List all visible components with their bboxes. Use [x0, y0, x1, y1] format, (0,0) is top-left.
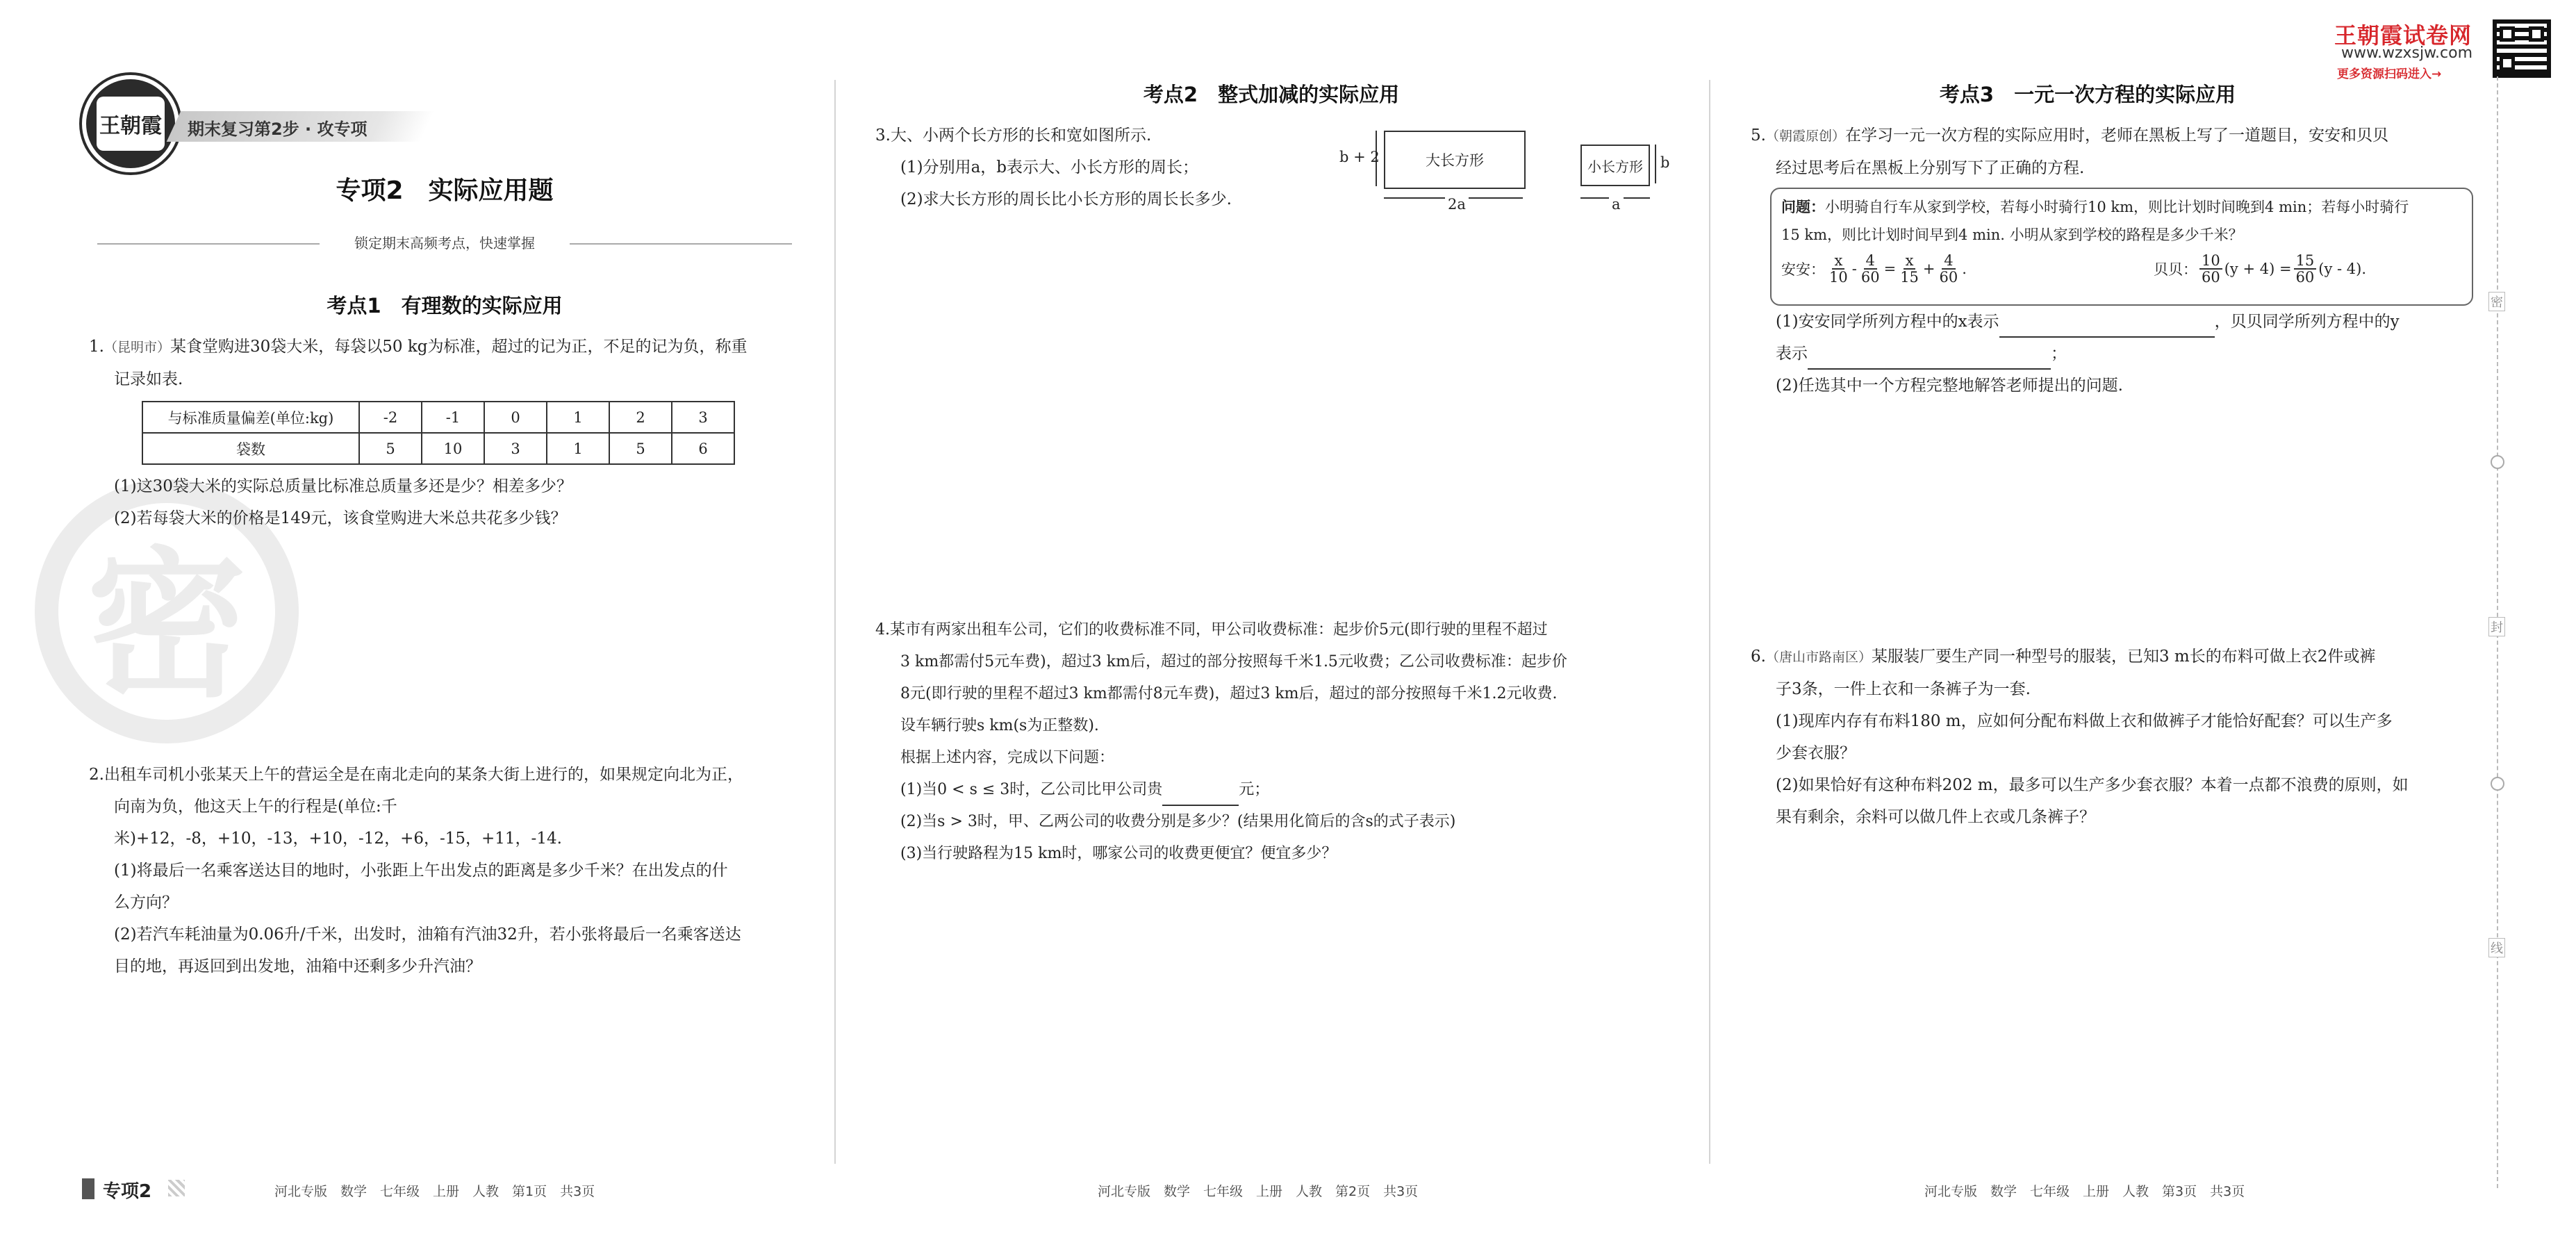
footer-page-2: 河北专版 数学 七年级 上册 人教 第2页 共3页 [1098, 1184, 1419, 1199]
fraction: $\frac{x}{15}$ [1900, 252, 1919, 286]
header-step: 期末复习第2步 · 攻专项 [188, 120, 368, 139]
fraction: $\frac{15}{60}$ [2294, 253, 2317, 285]
sub-question: (1)将最后一名乘客送达目的地时，小张距上午出发点的距离是多少千米？在出发点的什 [114, 862, 728, 880]
sub-question: (1)现库内存有布料180 m，应如何分配布料做上衣和做裤子才能恰好配套？可以生产多 [1776, 712, 2393, 730]
question-number: 6. [1751, 648, 1766, 666]
problem-label: 问题： [1781, 199, 1825, 215]
question-text: 某市有两家出租车公司，它们的收费标准不同，甲公司收费标准：起步价5元(即行驶的里程不超过 [890, 621, 1548, 639]
question-text: 某食堂购进30袋大米，每袋以50 kg为标准，超过的记为正，不足的记为负，称重 [170, 338, 748, 356]
question-source: （唐山市路南区） [1765, 650, 1872, 665]
footer-badge-bar [82, 1178, 94, 1199]
sub-question: 少套衣服？ [1776, 744, 1856, 762]
binding-mark: 线 [2488, 938, 2505, 957]
logo [82, 75, 179, 172]
watermark-text: 密 [86, 533, 247, 719]
sub-question: (3)当行驶路程为15 km时，哪家公司的收费更便宜？便宜多少？ [900, 845, 1337, 862]
question-text: 3 km都需付5元车费)，超过3 km后，超过的部分按照每千米1.5元收费；乙公司收费标准：起步价 [900, 653, 1567, 670]
question-text: 大、小两个长方形的长和宽如图所示. [890, 126, 1152, 145]
question-text: 某服装厂要生产同一种型号的服装，已知3 m长的布料可做上衣2件或裤 [1871, 648, 2376, 666]
small-rectangle-label: 小长方形 [1587, 158, 1643, 175]
sub-question: 目的地，再返回到出发地，油箱中还剩多少升汽油？ [114, 957, 481, 976]
question-text: 在学习一元一次方程的实际应用时，老师在黑板上写了一道题目，安安和贝贝 [1844, 126, 2388, 145]
problem-box [1770, 188, 2473, 306]
table-cell: 5 [609, 433, 672, 464]
sub-question: 表示 [1776, 345, 1808, 363]
big-rectangle [1384, 131, 1526, 189]
question-6 [1751, 641, 2487, 833]
footer-dots [168, 1180, 185, 1196]
sub-question: (2)若汽车耗油量为0.06升/千米，出发时，油箱有汽油32升，若小张将最后一名乘客送达 [114, 925, 741, 944]
sub-question: (2)如果恰好有这种布料202 m，最多可以生产多少套衣服？本着一点都不浪费的原则，如 [1776, 776, 2409, 794]
table-row [142, 402, 734, 433]
small-width-label: a [1609, 196, 1624, 213]
sub-question: (1)安安同学所列方程中的x表示 [1776, 313, 1999, 331]
logo-text: 王朝霞 [99, 114, 162, 138]
question-source: （昆明市） [104, 340, 170, 355]
small-height-arrow [1655, 145, 1656, 183]
question-5 [1751, 120, 2487, 184]
question-number: 3. [875, 126, 891, 145]
table-cell: -1 [422, 402, 484, 433]
sub-question: (2)任选其中一个方程完整地解答老师提出的问题. [1776, 377, 2123, 395]
sub-question: ； [2051, 345, 2067, 363]
question-text: 记录如表. [114, 370, 183, 388]
footer-page-1: 河北专版 数学 七年级 上册 人教 第1页 共3页 [274, 1184, 595, 1199]
question-number: 2. [89, 766, 104, 784]
question-number: 1. [89, 338, 104, 356]
section-title-1: 考点1 有理数的实际应用 [327, 294, 563, 318]
problem-text: 小明骑自行车从家到学校，若每小时骑行10 km，则比计划时间晚到4 min；若每小时骑行 [1825, 199, 2409, 215]
answer-blank[interactable] [1999, 314, 2215, 338]
question-text: 子3条，一件上衣和一条裤子为一套. [1776, 680, 2031, 698]
page-1 [0, 0, 834, 1243]
table-cell: 5 [359, 433, 422, 464]
binding-mark: 密 [2488, 292, 2505, 311]
sub-question: (2)求大长方形的周长比小长方形的周长长多少. [900, 190, 1232, 208]
column-divider [834, 80, 836, 1164]
table-cell: -2 [359, 402, 422, 433]
table-cell: 1 [547, 433, 609, 464]
table-cell: 0 [484, 402, 547, 433]
small-rectangle [1580, 145, 1650, 186]
question-1 [89, 331, 818, 534]
question-number: 4. [875, 621, 890, 639]
table-cell: 3 [672, 402, 734, 433]
fraction: $\frac{x}{10}$ [1829, 252, 1848, 286]
brand-name: 王朝霞试卷网 [2334, 22, 2472, 49]
footer-badge: 专项2 [103, 1181, 152, 1202]
binding-hole [2491, 455, 2504, 469]
question-number: 5. [1751, 126, 1766, 145]
sub-question: (2)当s > 3时，甲、乙两公司的收费分别是多少？(结果用化简后的含s的式子表示) [900, 813, 1456, 830]
problem-text: 15 km，则比计划时间早到4 min. 小明从家到学校的路程是多少千米？ [1781, 227, 2243, 243]
fraction: $\frac{10}{60}$ [2199, 253, 2222, 285]
sub-question: (1)当0 < s ≤ 3时，乙公司比甲公司贵 [900, 781, 1163, 798]
subtitle-rule-left [97, 243, 320, 245]
sub-question: 么方向？ [114, 894, 178, 912]
qr-code[interactable] [2493, 19, 2551, 78]
table-cell: 6 [672, 433, 734, 464]
small-height-label: b [1660, 154, 1670, 171]
anan-label: 安安： [1781, 261, 1825, 278]
table-cell: 2 [609, 402, 672, 433]
table-cell: 袋数 [142, 433, 359, 464]
question-3 [875, 120, 1376, 215]
column-divider [1709, 80, 1710, 1164]
question-text: 8元(即行驶的里程不超过3 km都需付8元车费)，超过3 km后，超过的部分按照每千米1.2元收费. [900, 685, 1558, 702]
question-4 [875, 614, 1695, 870]
deviation-table [142, 401, 735, 465]
table-cell: 10 [422, 433, 484, 464]
sub-question: 元； [1239, 781, 1270, 798]
question-5-subs [1751, 306, 2487, 402]
section-title-3: 考点3 一元一次方程的实际应用 [1939, 83, 2236, 106]
question-text: 设车辆行驶s km(s为正整数). [900, 717, 1099, 734]
beibei-label: 贝贝： [2154, 261, 2197, 278]
answer-blank[interactable] [1808, 346, 2051, 370]
binding-hole [2491, 777, 2504, 791]
sub-question: (1)分别用a，b表示大、小长方形的周长； [900, 158, 1199, 176]
beibei-equation: 贝贝： $\frac{10}{60}$ (y + 4) = $\frac{15}{60}$ (y - 4). [2154, 252, 2367, 286]
brand-slogan: 更多资源扫码进入→ [2337, 67, 2442, 81]
page-title: 专项2 实际应用题 [336, 176, 554, 205]
fraction: $\frac{4}{60}$ [1939, 252, 1958, 286]
sub-question: (2)若每袋大米的价格是149元，该食堂购进大米总共花多少钱？ [114, 509, 567, 527]
footer-page-3: 河北专版 数学 七年级 上册 人教 第3页 共3页 [1924, 1184, 2245, 1199]
question-text: 经过思考后在黑板上分别写下了正确的方程. [1776, 159, 2085, 177]
question-text: 向南为负，他这天上午的行程是(单位:千米)+12，-8，+10，-13，+10，-12，+6，-15，+11，-14. [114, 798, 562, 848]
sub-question: ，贝贝同学所列方程中的y [2214, 313, 2400, 331]
big-height-label: b + 2 [1339, 149, 1380, 165]
fraction: $\frac{4}{60}$ [1860, 252, 1880, 286]
binding-mark: 封 [2488, 617, 2505, 636]
rectangles-figure [1341, 122, 1688, 213]
table-row [142, 433, 734, 464]
brand-url: www.wzxsjw.com [2341, 44, 2473, 62]
page-2 [841, 0, 1702, 1243]
section-title-2: 考点2 整式加减的实际应用 [1143, 83, 1400, 106]
question-text: 出租车司机小张某天上午的营运全是在南北走向的某条大街上进行的，如果规定向北为正， [104, 766, 743, 784]
table-cell: 1 [547, 402, 609, 433]
page-3 [1716, 0, 2487, 1243]
anan-equation: 安安： $\frac{x}{10}$ - $\frac{4}{60}$ = $\frac{x}{15}$ + $\frac{4}{60}$ . [1781, 252, 1967, 286]
question-source: （朝霞原创） [1765, 129, 1845, 144]
sub-question: 果有剩余，余料可以做几件上衣或几条裤子？ [1776, 808, 2095, 826]
question-text: 根据上述内容，完成以下问题： [900, 749, 1115, 766]
subtitle: 锁定期末高频考点，快速掌握 [354, 235, 535, 252]
table-cell: 3 [484, 433, 547, 464]
big-width-label: 2a [1445, 196, 1469, 213]
sub-question: (1)这30袋大米的实际总质量比标准总质量多还是少？相差多少？ [114, 477, 572, 495]
subtitle-rule-right [570, 243, 792, 245]
answer-blank[interactable] [1162, 782, 1239, 806]
table-cell: 与标准质量偏差(单位:kg) [142, 402, 359, 433]
big-rectangle-label: 大长方形 [1426, 152, 1484, 169]
question-2 [89, 759, 818, 982]
